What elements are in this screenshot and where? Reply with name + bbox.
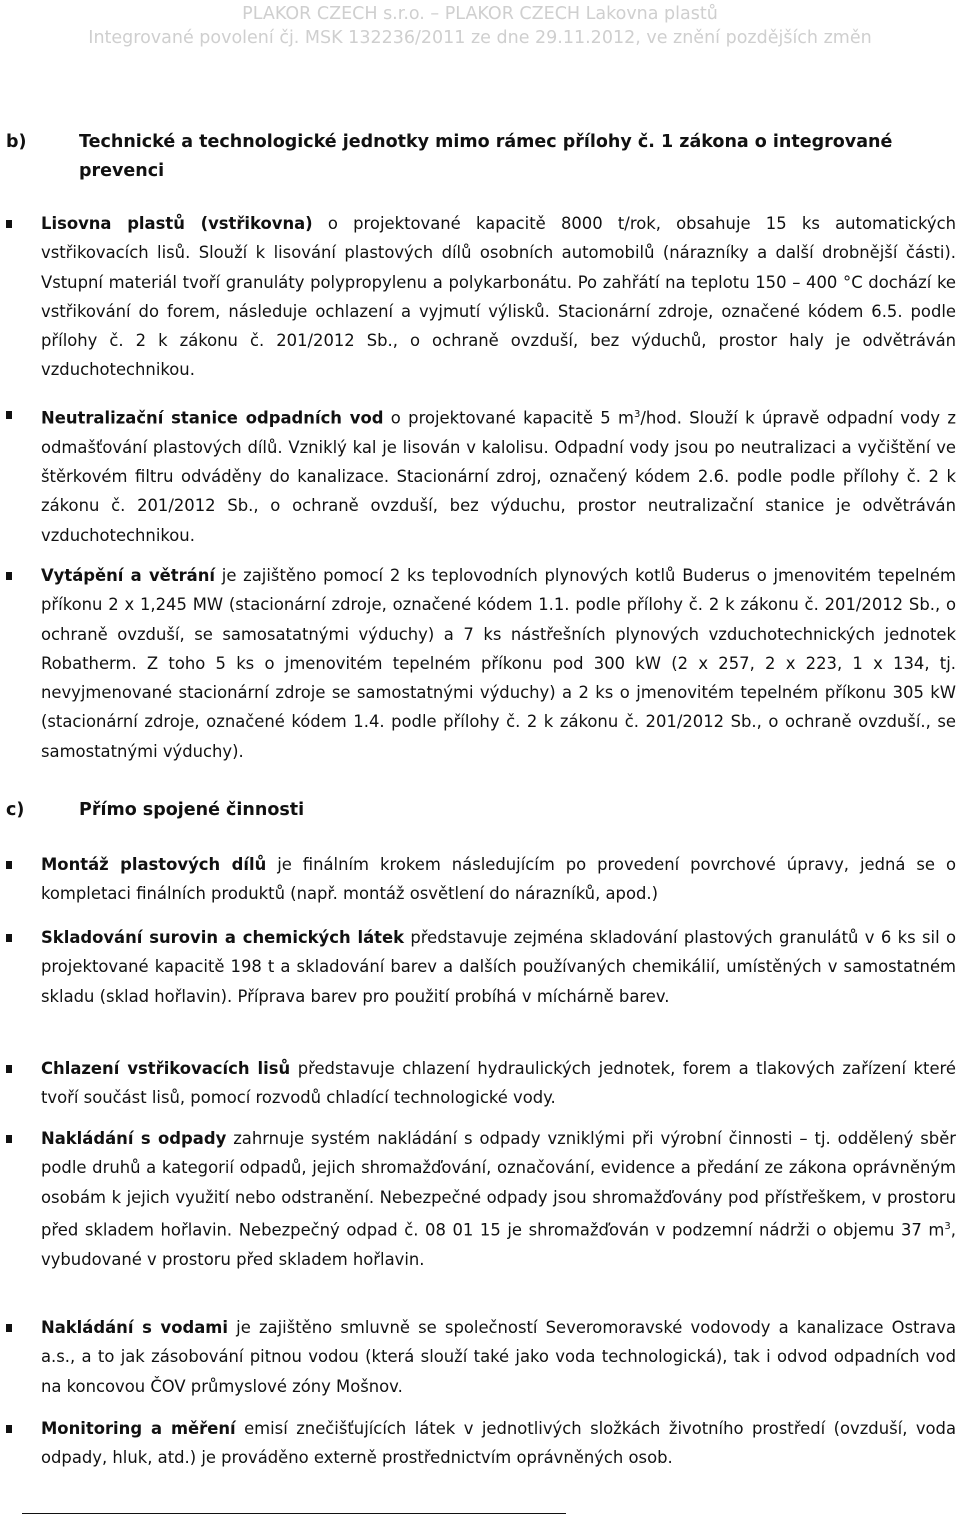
item-text: je zajištěno pomocí 2 ks teplovodních plynových kotlů Buderus o jmenovitém tepelném příkonu 2 x 1,245 MW (stacionární zdroje, označené kódem 1.1. podle přílohy č. 2 k zákonu č. 201/2012 Sb., o ochraně ovzduší, se samosatatnými výduchy) a 7 ks nástřešních plynových vzduchotechnických jednotek Robatherm. Z toho 5 ks o jmenovitém tepelném příkonu pod 300 kW (2 x 257, 2 x 223, 1 x 134, tj. nevyjmenované stacionární zdroje se samostatnými výduchy) a 2 ks o jmenovitém tepelném příkonu 305 kW (stacionární zdroje, označené kódem 1.4. podle přílohy č. 2 k zákonu č. 201/2012 Sb., o ochraně ovzduší., se samostatnými výduchy). xyxy=(41,566,956,761)
bullet-icon xyxy=(6,934,12,942)
list-item xyxy=(6,400,956,550)
bullet-icon xyxy=(6,411,12,419)
bullet-icon xyxy=(6,861,12,869)
section-b-letter: b) xyxy=(6,132,27,152)
list-item xyxy=(6,850,956,909)
item-text: o projektované kapacitě 5 m xyxy=(383,408,634,428)
item-text: představuje zejména skladování plastových granulátů v 6 ks sil o projektované kapacitě 198 t a skladování barev a dalších používaných chemikálií, umístěných v samostatném skladu (sklad hořlavin). Příprava barev pro použití probíhá v míchárně barev. xyxy=(41,928,956,1006)
item-heading: Chlazení vstřikovacích lisů xyxy=(41,1059,291,1078)
item-text: je finálním krokem následujícím po provedení povrchové úpravy, jedná se o kompletaci finálních produktů (např. montáž osvětlení do nárazníků, apod.) xyxy=(41,855,956,904)
item-text: je zajištěno smluvně se společností Severomoravské vodovody a kanalizace Ostrava a.s., a to jak zásobování pitnou vodou (která slouží také jako voda technologická), tak i odvod odpadních vod na koncovou ČOV průmyslové zóny Mošnov. xyxy=(41,1318,956,1396)
item-heading: Montáž plastových dílů xyxy=(41,855,267,874)
list-item xyxy=(6,209,956,385)
item-heading: Vytápění a větrání xyxy=(41,566,216,585)
header-company: PLAKOR CZECH s.r.o. – PLAKOR CZECH Lakovna plastů xyxy=(242,4,718,24)
item-text: o projektované kapacitě 8000 t/rok, obsahuje 15 ks automatických vstřikovacích lisů. Slouží k lisování plastových dílů osobních automobilů (nárazníky a další drobnější části). Vstupní materiál tvoří granuláty polypropylenu a polykarbonátu. Po zahřátí na teplotu 150 – 400 °C dochází ke vstřikování do forem, následuje ochlazení a vyjmutí výlisků. Stacionární zdroje, označené kódem 6.5. podle přílohy č. 2 k zákonu č. 201/2012 Sb., o ochraně ovzduší, bez výduchů, prostor haly je odvětráván vzduchotechnikou. xyxy=(41,214,957,380)
item-heading: Monitoring a měření xyxy=(41,1419,236,1438)
superscript: 3 xyxy=(633,409,641,420)
bullet-icon xyxy=(6,572,12,580)
list-item xyxy=(6,561,956,766)
item-heading: Nakládání s vodami xyxy=(41,1318,228,1337)
item-heading: Skladování surovin a chemických látek xyxy=(41,928,405,947)
list-item xyxy=(6,1124,956,1274)
bullet-icon xyxy=(6,1425,12,1433)
header-permit: Integrované povolení čj. MSK 132236/2011 ze dne 29.11.2012, ve znění pozdějších změn xyxy=(88,28,872,48)
list-item xyxy=(6,1313,956,1401)
section-b-title: Technické a technologické jednotky mimo rámec přílohy č. 1 zákona o integrované prevenci xyxy=(79,132,893,181)
page-header xyxy=(0,0,960,52)
list-item xyxy=(6,923,956,1011)
item-heading: Lisovna plastů (vstřikovna) xyxy=(41,214,313,233)
bullet-icon xyxy=(6,1324,12,1332)
item-heading: Neutralizační stanice odpadních vod xyxy=(41,408,384,428)
item-text: zahrnuje systém nakládání s odpady vzniklými při výrobní činnosti – tj. oddělený sběr podle druhů a kategorií odpadů, jejich shromažďování, označování, evidence a předání ze zákona oprávněným osobám k jejich využití nebo odstranění. Nebezpečné odpady jsou shromažďovány pod přístřeškem, v prostoru před skladem hořlavin. Nebezpečný odpad č. 08 01 15 je shromažďován v podzemní nádrži o objemu 37 m xyxy=(41,1129,957,1240)
footnote-divider xyxy=(22,1513,566,1514)
section-c-letter: c) xyxy=(6,800,25,820)
superscript: 3 xyxy=(944,1220,951,1232)
section-c-title: Přímo spojené činnosti xyxy=(79,800,305,820)
item-text: /hod. Slouží k úpravě odpadní vody z odmašťování plastových dílů. Vzniklý kal je lisován v kalolisu. Odpadní vody jsou po neutralizaci a vyčištění ve štěrkovém filtru odváděny do kanalizace. Stacionární zdroj, označený kódem 2.6. podle podle přílohy č. 2 k zákonu č. 201/2012 Sb., o ochraně ovzduší, bez výduchu, prostor neutralizační stanice je odvětráván vzduchotechnikou. xyxy=(41,408,956,545)
bullet-icon xyxy=(6,220,12,228)
item-text: emisí znečišťujících látek v jednotlivých složkách životního prostředí (ovzduší, voda odpady, hluk, atd.) je prováděno externě prostřednictvím oprávněných osob. xyxy=(41,1419,957,1468)
item-heading: Nakládání s odpady xyxy=(41,1129,227,1148)
item-text: představuje chlazení hydraulických jednotek, forem a tlakových zařízení které tvoří součást lisů, pomocí rozvodů chladící technologické vody. xyxy=(41,1059,956,1108)
bullet-icon xyxy=(6,1065,12,1073)
bullet-icon xyxy=(6,1135,12,1143)
list-item xyxy=(6,1414,956,1473)
list-item xyxy=(6,1054,956,1113)
item-text: , vybudované v prostoru před skladem hořlavin. xyxy=(41,1220,956,1269)
